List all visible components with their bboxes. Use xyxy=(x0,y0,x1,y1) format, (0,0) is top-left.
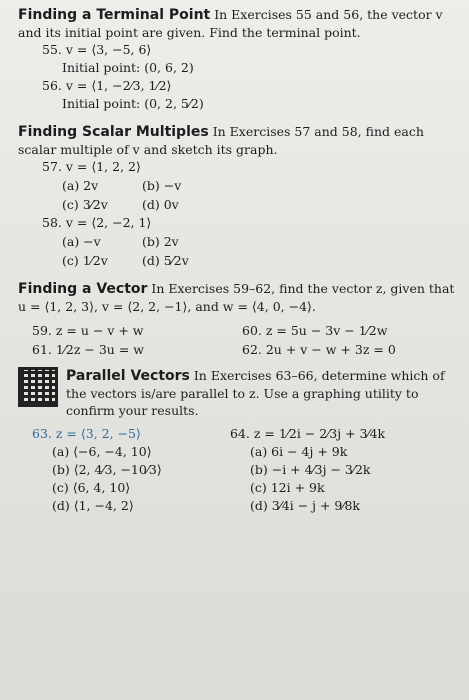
section-intro: In Exercises 57 and 58, find each scalar multiple of v and sketch its graph. xyxy=(18,124,424,157)
exercise-62: 62. 2u + v − w + 3z = 0 xyxy=(242,342,396,357)
part-d: (d) 0v xyxy=(142,197,179,212)
exercise-64-stem: 64. z = 1⁄2i − 2⁄3j + 3⁄4k xyxy=(230,426,386,441)
exercise-56-initial: Initial point: (0, 2, 5⁄2) xyxy=(62,96,204,111)
section-scalar-multiples xyxy=(18,123,455,270)
section-heading: Finding Scalar Multiples xyxy=(18,124,209,140)
exercise-64 xyxy=(230,425,442,515)
exercises-63-64 xyxy=(18,425,455,515)
exercise-55: 55. v = ⟨3, −5, 6⟩ xyxy=(42,42,152,57)
exercise-56: 56. v = ⟨1, −2⁄3, 1⁄2⟩ xyxy=(42,78,172,93)
exercise-57: 57. v = ⟨1, 2, 2⟩ xyxy=(42,159,141,174)
part-c: (c) 1⁄2v xyxy=(62,253,108,268)
qr-code-icon xyxy=(18,367,58,407)
section-finding-vector xyxy=(18,280,455,359)
exercise-60: 60. z = 5u − 3v − 1⁄2w xyxy=(242,323,388,338)
exercise-61: 61. 1⁄2z − 3u = w xyxy=(32,342,144,357)
exercise-59: 59. z = u − v + w xyxy=(32,323,144,338)
exercise-57-parts-ab xyxy=(18,176,455,195)
exercises-59-60 xyxy=(18,321,455,340)
part-b: (b) −v xyxy=(142,178,182,193)
part-a: (a) −v xyxy=(62,234,101,249)
section-terminal-point xyxy=(18,6,455,113)
part-c: (c) ⟨6, 4, 10⟩ xyxy=(52,480,131,495)
section-intro: In Exercises 55 and 56, the vector v and its initial point are given. Find the terminal point. xyxy=(18,7,443,40)
section-heading: Finding a Terminal Point xyxy=(18,7,211,23)
exercise-58: 58. v = ⟨2, −2, 1⟩ xyxy=(42,215,152,230)
part-b: (b) ⟨2, 4⁄3, −10⁄3⟩ xyxy=(52,462,162,477)
exercise-58-parts-cd xyxy=(18,251,455,270)
part-d: (d) 5⁄2v xyxy=(142,253,189,268)
exercise-58-parts-ab xyxy=(18,232,455,251)
part-a: (a) ⟨−6, −4, 10⟩ xyxy=(52,444,152,459)
part-d: (d) 3⁄4i − j + 9⁄8k xyxy=(250,498,361,513)
part-c: (c) 12i + 9k xyxy=(250,480,325,495)
section-intro: In Exercises 63–66, determine which of the vectors is/are parallel to z. Use a graphing utility to confirm your results. xyxy=(66,368,445,418)
part-c: (c) 3⁄2v xyxy=(62,197,108,212)
exercise-63-stem: 63. z = ⟨3, 2, −5⟩ xyxy=(32,426,141,441)
part-a: (a) 6i − 4j + 9k xyxy=(250,444,348,459)
section-heading: Finding a Vector xyxy=(18,281,148,297)
exercises-61-62 xyxy=(18,340,455,359)
part-a: (a) 2v xyxy=(62,178,99,193)
exercise-63 xyxy=(18,425,230,515)
exercise-57-parts-cd xyxy=(18,195,455,214)
section-intro: In Exercises 59–62, find the vector z, given that u = ⟨1, 2, 3⟩, v = ⟨2, 2, −1⟩, and w = ⟨4, 0, −4⟩. xyxy=(18,281,455,314)
part-b: (b) −i + 4⁄3j − 3⁄2k xyxy=(250,462,371,477)
section-parallel-vectors xyxy=(18,367,455,419)
exercise-55-initial: Initial point: (0, 6, 2) xyxy=(62,60,194,75)
section-heading: Parallel Vectors xyxy=(66,368,190,384)
part-d: (d) ⟨1, −4, 2⟩ xyxy=(52,498,134,513)
part-b: (b) 2v xyxy=(142,234,179,249)
